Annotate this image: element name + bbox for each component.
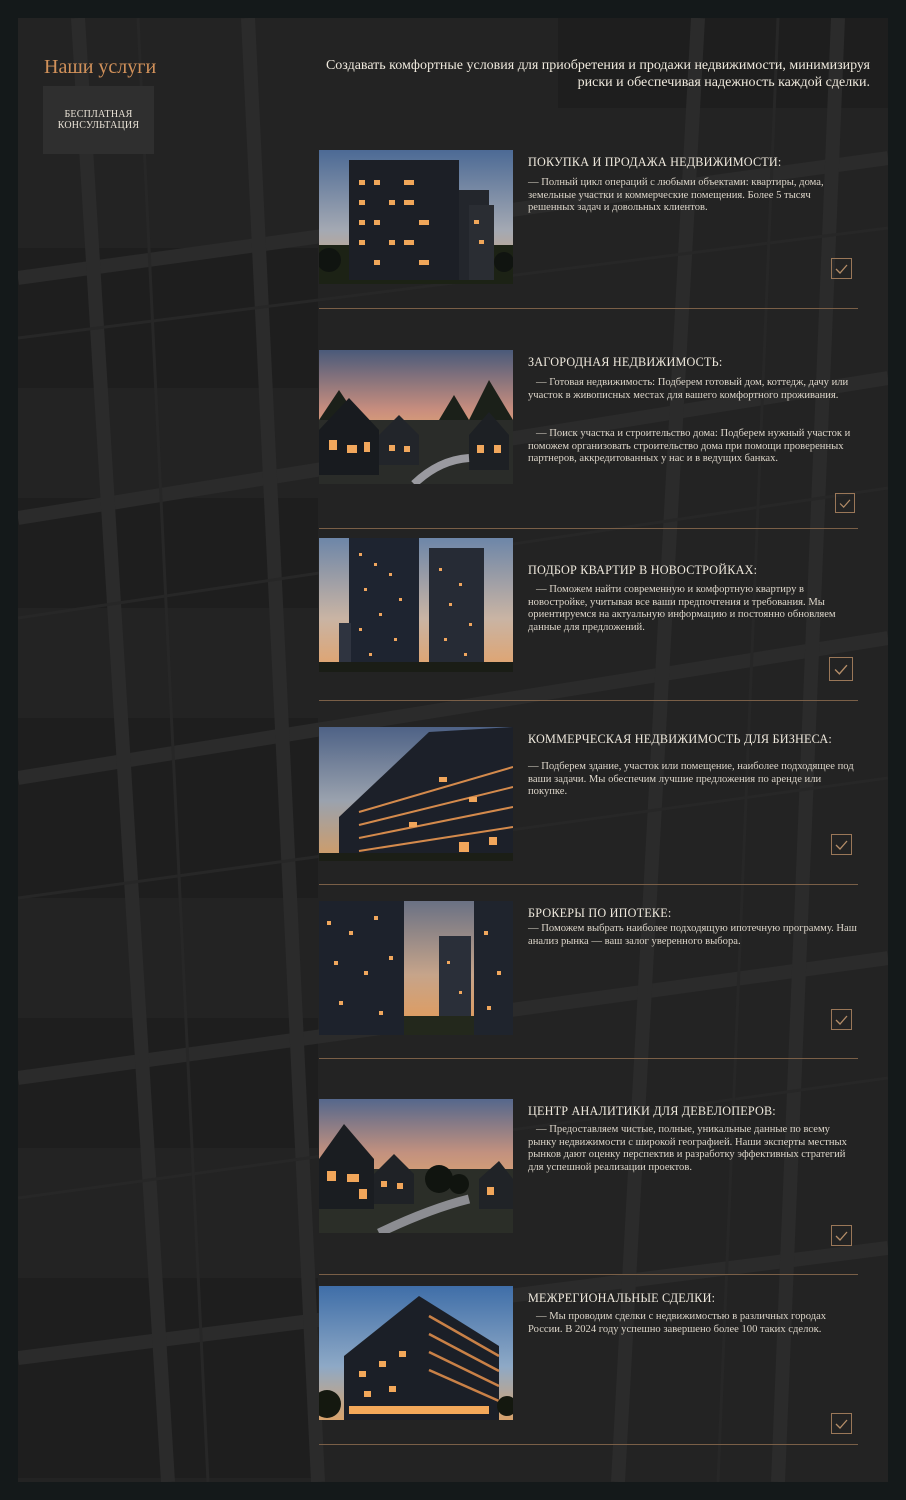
check-icon[interactable] [831, 834, 852, 855]
service-heading: МЕЖРЕГИОНАЛЬНЫЕ СДЕЛКИ: [528, 1291, 716, 1305]
service-description: — Поможем выбрать наиболее подходящую ипотечную программу. Наш анализ рынка — ваш залог уверенного выбора. [528, 923, 857, 947]
service-photo-apartment-block [319, 1286, 513, 1420]
service-card-analytics [319, 1099, 858, 1259]
service-photo-towers [319, 538, 513, 672]
service-photo-commercial-building [319, 727, 513, 861]
service-card-interregional [319, 1286, 858, 1446]
service-description: — Поможем найти современную и комфортную квартиру в новостройке, учитывая все ваши предпочтения и требования. Мы ориентируемся на актуальную информацию и постоянно обновляем данные для предложений. [528, 584, 836, 633]
service-description: — Предоставляем чистые, полные, уникальные данные по всему рынку недвижимости с широкой географией. Наши эксперты местных рынков дают оценку перспектив и разработку эффективных стратегий для успешной реализации проектов. [528, 1124, 847, 1173]
service-heading: ЦЕНТР АНАЛИТИКИ ДЛЯ ДЕВЕЛОПЕРОВ: [528, 1104, 776, 1118]
service-description: — Подберем здание, участок или помещение, наиболее подходящее под ваши задачи. Мы обеспечим лучшие предложения по аренде или покупке. [528, 761, 854, 798]
service-card-sale [319, 150, 858, 310]
service-divider [319, 528, 858, 529]
check-icon[interactable] [831, 1225, 852, 1246]
service-heading: ПОКУПКА И ПРОДАЖА НЕДВИЖИМОСТИ: [528, 155, 782, 169]
service-heading: ПОДБОР КВАРТИР В НОВОСТРОЙКАХ: [528, 563, 758, 577]
service-divider [319, 884, 858, 885]
service-heading: КОММЕРЧЕСКАЯ НЕДВИЖИМОСТЬ ДЛЯ БИЗНЕСА: [528, 732, 832, 746]
free-consultation-button[interactable]: БЕСПЛАТНАЯ КОНСУЛЬТАЦИЯ [43, 86, 154, 154]
service-divider [319, 308, 858, 309]
check-icon[interactable] [831, 1413, 852, 1434]
check-icon[interactable] [831, 258, 852, 279]
service-description-extra: — Поиск участка и строительство дома: Подберем нужный участок и поможем организовать строительство дома при помощи проверенных партнеров, аккредитованных у нас и в ведущих банках. [528, 428, 851, 465]
page-title: Наши услуги [44, 56, 157, 78]
service-divider [319, 1058, 858, 1059]
service-heading: БРОКЕРЫ ПО ИПОТЕКЕ: [528, 906, 672, 920]
check-icon[interactable] [831, 1009, 852, 1030]
service-card-commercial [319, 727, 858, 887]
service-photo-residential-complex [319, 901, 513, 1035]
page-tagline: Создавать комфортные условия для приобретения и продажи недвижимости, минимизируя риски и обеспечивая надежность каждой сделки. [325, 58, 870, 90]
service-card-country [319, 350, 858, 530]
service-divider [319, 1444, 858, 1445]
service-card-newbuild [319, 538, 858, 703]
service-heading: ЗАГОРОДНАЯ НЕДВИЖИМОСТЬ: [528, 355, 723, 369]
service-card-mortgage [319, 901, 858, 1061]
service-photo-highrise [319, 150, 513, 284]
service-photo-townhouses [319, 1099, 513, 1233]
service-divider [319, 700, 858, 701]
page-frame [18, 18, 888, 1482]
service-description: — Готовая недвижимость: Подберем готовый дом, коттедж, дачу или участок в живописных местах для вашего комфортного проживания. [528, 377, 849, 401]
service-divider [319, 1274, 858, 1275]
service-description: — Полный цикл операций с любыми объектами: квартиры, дома, земельные участки и коммерческие помещения. Более 5 тысяч решенных задач и довольных клиентов. [528, 177, 824, 214]
check-icon[interactable] [829, 657, 853, 681]
service-photo-cottages [319, 350, 513, 484]
service-description: — Мы проводим сделки с недвижимостью в различных городах России. В 2024 году успешно завершено более 100 таких сделок. [528, 1311, 827, 1335]
check-icon[interactable] [835, 493, 855, 513]
